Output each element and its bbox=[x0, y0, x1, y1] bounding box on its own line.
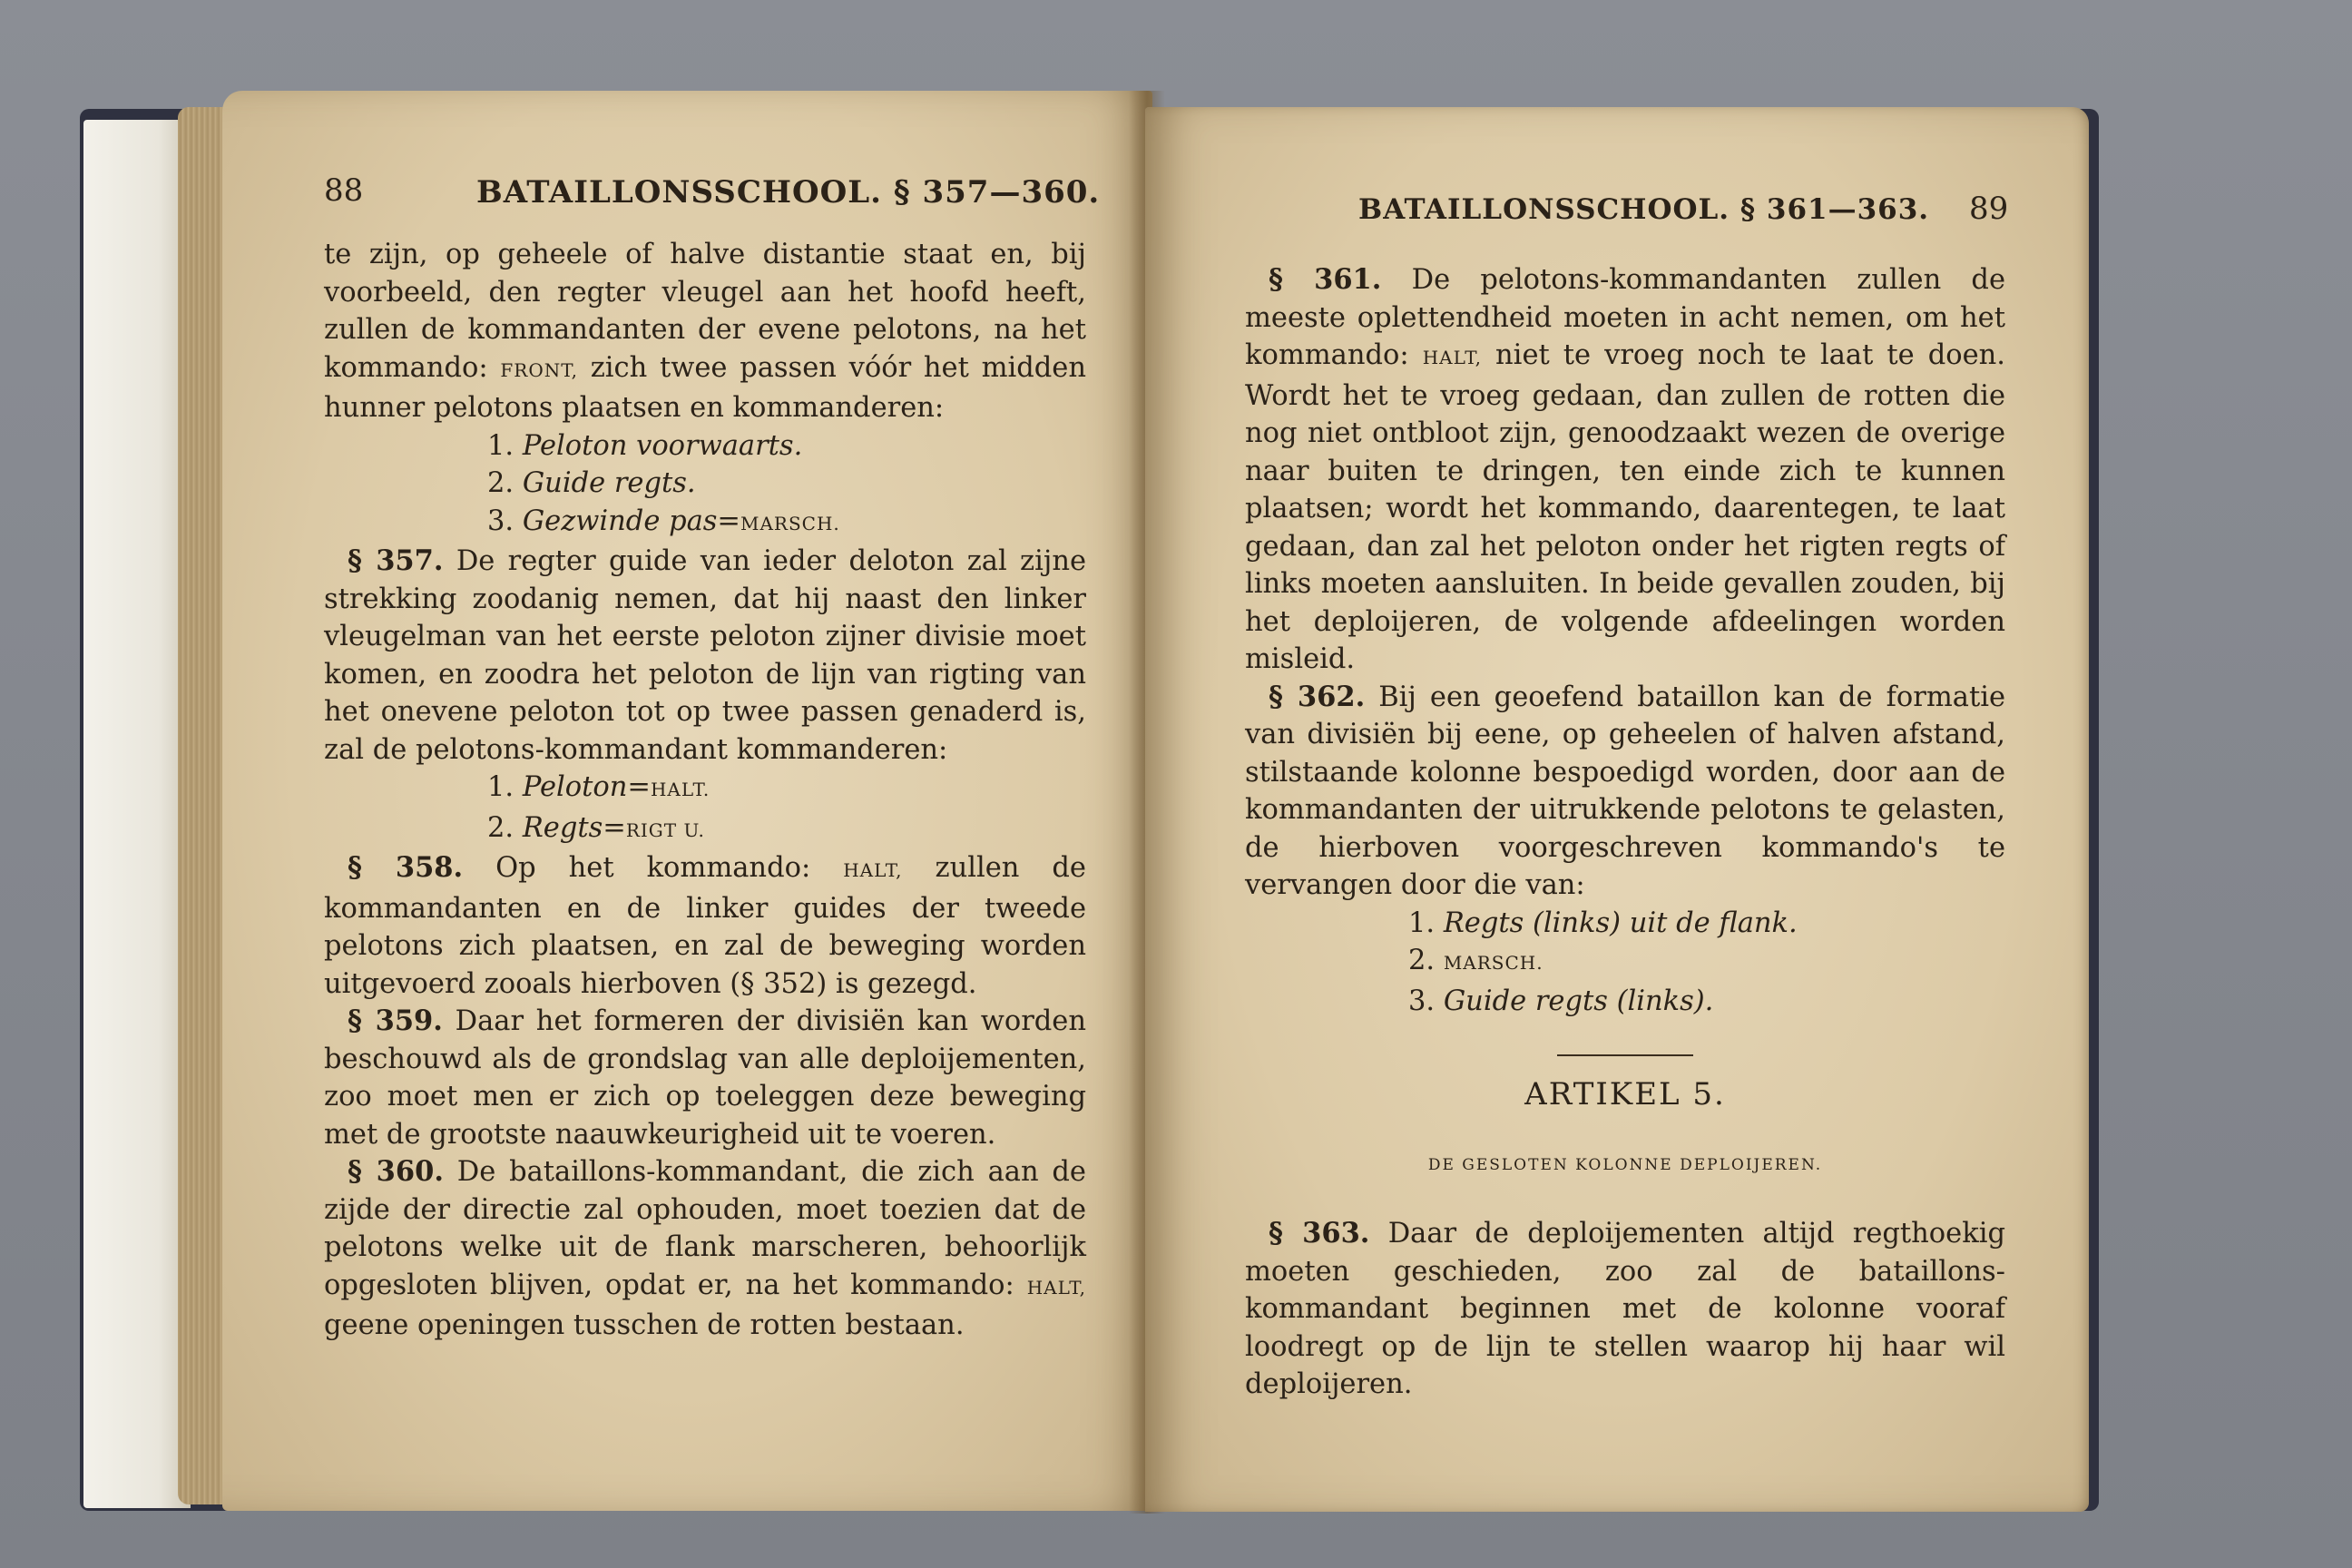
article-subtitle: DE GESLOTEN KOLONNE DEPLOIJEREN. bbox=[1427, 1155, 1823, 1174]
command-item: 1. Regts (links) uit de flank. bbox=[1408, 906, 1798, 939]
page-number-left: 88 bbox=[324, 172, 364, 209]
command-item: 1. Peloton=HALT. bbox=[487, 771, 710, 803]
paragraph-357: § 357. De regter guide van ieder deloton zal zijne strekking zoodanig nemen, dat hij naast den linker vleugelman van het eerste peloton zijner divisie moet komen, en zoodra het peloton de lijn van rigting van het onevene peloton tot op twee passen genaderd is, zal de pelotons-kommandant kommanderen: bbox=[324, 544, 1087, 766]
section-divider bbox=[1557, 1054, 1693, 1056]
page-block-white bbox=[83, 120, 191, 1508]
paragraph-361: § 361. De pelotons-kommandanten zullen de meeste oplettendheid moeten in acht nemen, om het kommando: HALT, niet te vroeg noch te laat te doen. Wordt het te vroeg gedaan, dan zullen de rotten die nog niet ontbloot zijn, genoodzaakt wezen de overige naar buiten te dringen, ten einde zich te kunnen plaatsen; wordt het kommando, daarentegen, te laat gedaan, dan zal het peloton onder het rigten regts of links moeten aansluiten. In beide gevallen zouden, bij het deploijeren, de volgende afdeelingen worden misleid. bbox=[1245, 263, 2006, 675]
paragraph-363: § 363. Daar de deploijementen altijd regthoekig moeten geschieden, zoo zal de bataillons-kommandant beginnen met de kolonne vooraf loodregt op de lijn te stellen waarop hij haar wil deploijeren. bbox=[1245, 1217, 2005, 1400]
running-head-right: BATAILLONSSCHOOL. § 361—363. bbox=[1358, 193, 1930, 226]
command-item: 3. Gezwinde pas=MARSCH. bbox=[487, 505, 840, 537]
paragraph-360: § 360. De bataillons-kommandant, die zich aan de zijde der directie zal ophouden, moet toezien dat de pelotons welke uit de flank marscheren, behoorlijk opgesloten blijven, opdat er, na het kommando: HALT, geene openingen tusschen de rotten bestaan. bbox=[324, 1155, 1086, 1341]
running-head-left: BATAILLONSSCHOOL. § 357—360. bbox=[476, 174, 1101, 211]
command-item: 1. Peloton voorwaarts. bbox=[487, 429, 803, 462]
command-list-b bbox=[324, 769, 1086, 849]
command-item: 2. MARSCH. bbox=[1408, 945, 1544, 976]
paragraph-359: § 359. Daar het formeren der divisiën kan worden beschouwd als de grondslag van alle deploijementen, zoo moet men er zich op toeleggen deze beweging met de grootste naauwkeurigheid uit te voeren. bbox=[324, 1004, 1087, 1151]
command-item: 2. Regts=RIGT U. bbox=[487, 811, 705, 844]
command-item: 2. Guide regts. bbox=[487, 467, 696, 499]
paragraph-362: § 362. Bij een geoefend bataillon kan de formatie van divisiën bij eene, op geheelen of halven afstand, stilstaande kolonne bespoedigd worden, door aan de kommandanten der uitrukkende pelotons te gelasten, de hierboven voorgeschreven kommando's te vervangen door die van: bbox=[1245, 680, 2006, 901]
command-item: 3. Guide regts (links). bbox=[1408, 985, 1714, 1017]
right-page-text bbox=[1245, 261, 2005, 1404]
command-list-a bbox=[324, 427, 1086, 544]
paragraph-intro: te zijn, op geheele of halve distantie staat en, bij voorbeeld, den regter vleugel aan het hoofd heeft, zullen de kommandanten der evene pelotons, na het kommando: FRONT, zich twee passen vóór het midden hunner pelotons plaatsen en kommanderen: bbox=[324, 239, 1086, 424]
paragraph-358: § 358. Op het kommando: HALT, zullen de kommandanten en de linker guides der tweede pelotons zich plaatsen, en zal de beweging worden uitgevoerd zooals hierboven (§ 352) is gezegd. bbox=[324, 851, 1086, 1000]
article-title: ARTIKEL 5. bbox=[1524, 1076, 1726, 1112]
command-list-right bbox=[1245, 905, 2005, 1021]
left-page-text bbox=[324, 236, 1086, 1345]
page-number-right: 89 bbox=[1969, 191, 2009, 227]
right-page bbox=[1145, 107, 2089, 1512]
left-page bbox=[222, 91, 1152, 1511]
